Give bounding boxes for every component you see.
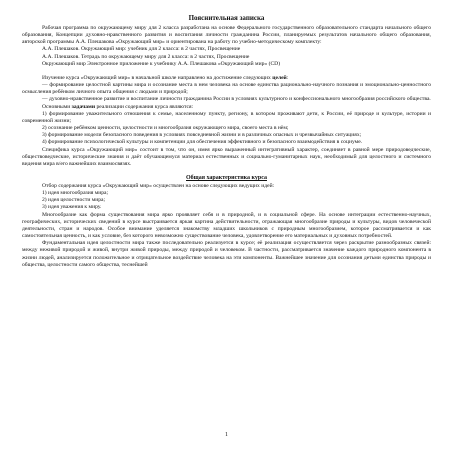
paragraph: 3) формирование модели безопасного поведения в условиях повседневной жизни и в различных опасных и чрезвычайных ситуациях; — [42, 132, 362, 139]
paragraph: А.А. Плешаков. Окружающий мир: учебник для 2 класса: в 2 частях, Просвещение — [42, 46, 241, 53]
page-number: 1 — [225, 432, 228, 438]
paragraph: Фундаментальная идея целостности мира также последовательно реализуется в курсе; её реализация осуществляется через раскрытие разнообразных связей: между неживой природой и живой, внутри живой природы, между природой и человеком. В частности, рассматривается значение каждого природного компонента в жизни людей, анализируется положительное и отрицательное воздействие человека на эти компоненты. Важнейшее значение для осознания детьми единства природы и общества, целостности самого общества, теснейшей — [22, 240, 431, 268]
paragraph-bold-term: целей — [272, 74, 287, 81]
paragraph-bold-term: задачами — [71, 103, 96, 110]
paragraph: — формирование целостной картины мира и осознание места в нем человека на основе единства рационально-научного познания и эмоционально-ценностного осмысления ребёнком личного опыта общения с людьми и природой; — [22, 82, 431, 96]
paragraph: — духовно-нравственное развитие и воспитание личности гражданина России в условиях культурного и конфессионального многообразия российского общества. — [42, 96, 431, 103]
paragraph: 2) осознание ребёнком ценности, целостности и многообразия окружающего мира, своего места в нём; — [42, 125, 289, 132]
paragraph: 4) формирование психологической культуры и компетенции для обеспечения эффективного и безопасного взаимодействия в социуме. — [42, 139, 363, 146]
intro-block — [22, 25, 431, 168]
section-items — [22, 190, 431, 211]
document-title: Пояснительная записка — [188, 14, 265, 22]
paragraph: Окружающий мир Электронное приложение к учебнику А.А. Плешакова «Окружающий мир» (CD) — [42, 60, 281, 67]
list-item: 1) идея многообразия мира; — [42, 190, 109, 197]
paragraph-spacer — [22, 68, 431, 75]
list-item: 3) идея уважения к миру. — [42, 204, 102, 211]
section-body — [22, 212, 431, 269]
paragraph-text: : — [286, 74, 289, 81]
section-intro: Отбор содержания курса «Окружающий мир» осуществлен на основе следующих ведущих идей: — [42, 182, 275, 189]
paragraph — [22, 104, 431, 111]
paragraph: Многообразие как форма существования мира ярко проявляет себя и в природной, и в социальной сфере. На основе интеграции естественно-научных, географических, исторических сведений в курсе выстраивается яркая картина действительности, отражающая многообразие природы и культуры, видов человеческой деятельности, стран и народов. Особое внимание уделяется знакомству младших школьников с природным многообразием, которое рассматривается и как самостоятельная ценность, и как условие, без которого невозможно существование человека, удовлетворение его материальных и духовных потребностей. — [22, 211, 431, 240]
paragraph-text: реализации содержания курса являются: — [95, 103, 194, 110]
paragraph: Специфика курса «Окружающий мир» состоит в том, что он, имея ярко выраженный интегративный характер, соединяет в равной мере природоведческие, обществоведческие, исторические знания и даёт обучающемуся материал естественных и социально-гуманитарных наук, необходимый для целостного и системного видения мира в/его важнейших взаимосвязях. — [22, 146, 431, 167]
list-item: 2) идея целостности мира; — [42, 197, 106, 204]
paragraph-text: Изучение курса «Окружающий мир» в начальной школе направлено на достижение следующих — [42, 74, 273, 81]
paragraph: А.А. Плешаков. Тетрадь по окружающему миру для 2 класса: в 2 частях, Просвещение — [42, 53, 250, 60]
paragraph: Рабочая программа по окружающему миру для 2 класса разработана на основе Федерального государственного образовательного стандарта начального общего образования, Концепции духовно-нравственного развития и воспитания личности гражданина России, планируемых результатов начального общего образования, авторской программы А.А. Плешакова «Окружающий мир» и ориентирована на работу по учебно-методическому комплекту: — [22, 25, 431, 46]
paragraph: 1) формирование уважительного отношения к семье, населенному пункту, региону, в котором проживают дети, к России, её природе и культуре, истории и современной жизни; — [22, 110, 431, 124]
paragraph-text: Основными — [42, 103, 72, 110]
section-heading: Общая характеристика курса — [186, 174, 267, 181]
